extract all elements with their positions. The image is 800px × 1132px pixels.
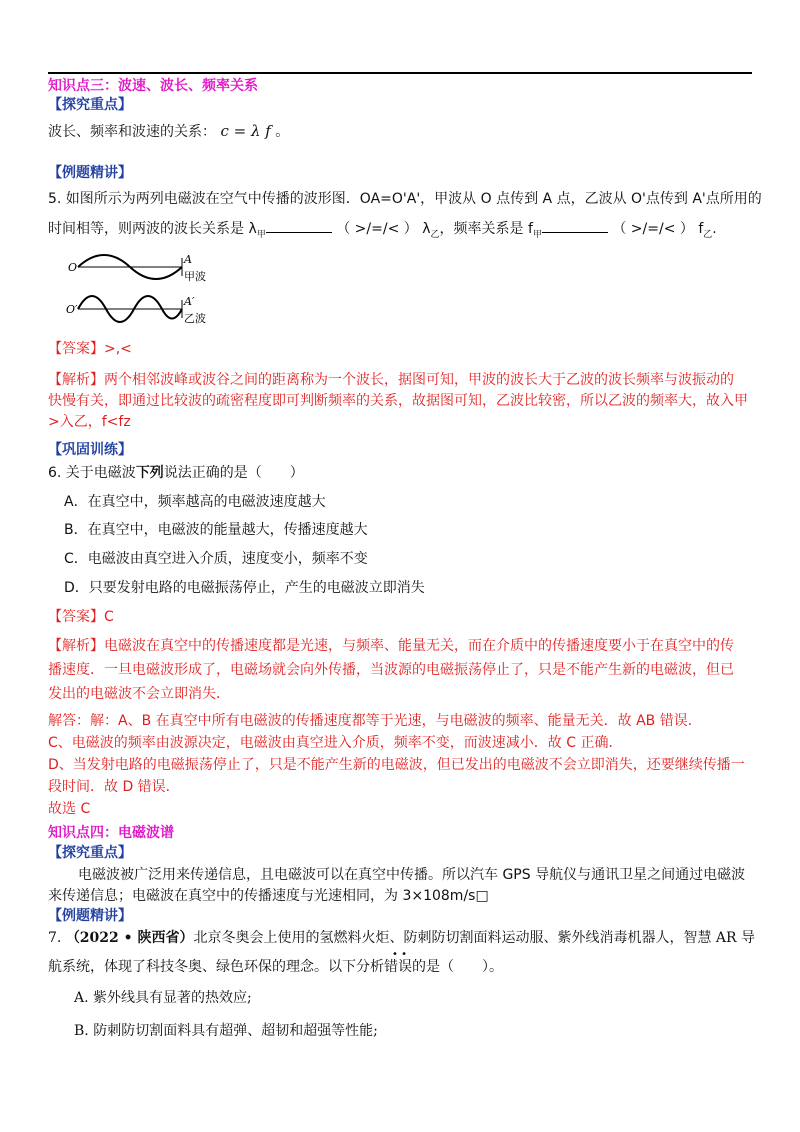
label-yi-wave: 乙波 bbox=[184, 312, 206, 325]
q5-sub-yi-2: 乙 bbox=[703, 229, 713, 240]
q7-text-1: 北京冬奥会上使用的氢燃料火炬、防刺防切割面料运动服、紫外线消毒机器人，智慧 AR 导 bbox=[193, 930, 756, 946]
q5-stem-line1: 5. 如图所示为两列电磁波在空气中传播的波形图．OA=O'A'，甲波从 O 点传到 A 点，乙波从 O'点传到 A'点所用的 bbox=[48, 191, 762, 207]
q5-frequency-text: ，频率关系是 f bbox=[439, 221, 533, 237]
label-a-prime: A′ bbox=[184, 295, 195, 308]
q6-analysis-line1: 【解析】电磁波在真空中的传播速度都是光速，与频率、能量无关，而在介质中的传播速度要小于在真空中的传 bbox=[48, 638, 734, 654]
q6-analysis-line2: 播速度．一旦电磁波形成了，电磁场就会向外传播，当波源的电磁振荡停止了，只是不能产生新的电磁波，但已 bbox=[48, 662, 734, 678]
sec4-text-line1: 电磁波被广泛用来传递信息，且电磁波可以在真空中传播。所以汽车 GPS 导航仪与通讯卫星之间通过电磁波 bbox=[78, 867, 746, 883]
q5-choice-b: （ >/=/< ） f bbox=[612, 221, 704, 237]
q6-option-b[interactable]: B．在真空中，电磁波的能量越大，传播速度越大 bbox=[64, 522, 368, 538]
q5-analysis-line1: 【解析】两个相邻波峰或波谷之间的距离称为一个波长，据图可知，甲波的波长大于乙波的波长频率与波振动的 bbox=[48, 372, 734, 388]
practice-tag: 【巩固训练】 bbox=[48, 442, 132, 458]
q7-source: （2022 • 陕西省） bbox=[65, 930, 194, 946]
q5-analysis-line3: >入乙，f<fz bbox=[48, 414, 131, 430]
q6-option-c[interactable]: C．电磁波由真空进入介质，速度变小，频率不变 bbox=[64, 551, 368, 567]
q6-stem bbox=[48, 463, 304, 483]
section-4-title: 知识点四：电磁波谱 bbox=[48, 825, 174, 841]
q6-answer: 【答案】C bbox=[48, 609, 114, 625]
q5-sub-jia-2: 甲 bbox=[532, 229, 542, 240]
example-tag-2: 【例题精讲】 bbox=[48, 908, 132, 924]
q6-option-a[interactable]: A．在真空中，频率越高的电磁波速度越大 bbox=[64, 494, 326, 510]
header-rule bbox=[48, 72, 752, 74]
focus-tag-1: 【探究重点】 bbox=[48, 97, 132, 113]
label-o-prime: O′ bbox=[66, 303, 78, 316]
q7-line1 bbox=[48, 928, 755, 948]
q5-wavelength-text: 时间相等，则两波的波长关系是 λ bbox=[48, 221, 257, 237]
q5-blank-2[interactable] bbox=[542, 220, 608, 233]
label-o: O bbox=[68, 261, 78, 274]
q7-emphasis-dots: • • bbox=[392, 949, 407, 960]
label-a: A bbox=[184, 253, 192, 266]
q6-solution-line5: 故选 C bbox=[48, 801, 91, 817]
wave-formula: c = λ f bbox=[220, 122, 271, 140]
q5-end: . bbox=[712, 221, 717, 237]
q5-stem-line2 bbox=[48, 219, 717, 245]
q6-solution-line2: C、电磁波的频率由波源决定，电磁波由真空进入介质，频率不变，而波速减小．故 C 正确． bbox=[48, 735, 623, 751]
sec4-text-line2: 来传递信息；电磁波在真空中的传播速度与光速相同，为 3×108m/s□ bbox=[48, 888, 489, 904]
q5-answer: 【答案】>,< bbox=[48, 341, 132, 357]
q5-sub-jia: 甲 bbox=[256, 229, 266, 240]
q7-option-a[interactable]: A. 紫外线具有显著的热效应; bbox=[74, 990, 252, 1006]
section-3-title: 知识点三：波速、波长、频率关系 bbox=[48, 78, 258, 94]
q7-line2: 航系统，体现了科技冬奥、绿色环保的理念。以下分析错误的是（ ）。 bbox=[48, 959, 503, 975]
q6-solution-line4: 段时间．故 D 错误． bbox=[48, 779, 180, 795]
q5-analysis-line2: 快慢有关，即通过比较波的疏密程度即可判断频率的关系，故据图可知，乙波比较密，所以乙波的频率大，故入甲 bbox=[48, 393, 748, 409]
wave-figure bbox=[64, 250, 224, 332]
q7-option-b[interactable]: B. 防刺防切割面料具有超弹、超韧和超强等性能; bbox=[74, 1023, 378, 1039]
example-tag-1: 【例题精讲】 bbox=[48, 165, 132, 181]
formula-end: 。 bbox=[275, 124, 290, 140]
q6-stem-bold: 下列 bbox=[135, 465, 164, 481]
q6-analysis-line3: 发出的电磁波不会立即消失． bbox=[48, 686, 230, 702]
q5-sub-yi: 乙 bbox=[430, 229, 440, 240]
relation-text: 波长、频率和波速的关系： bbox=[48, 124, 216, 140]
q5-blank-1[interactable] bbox=[266, 220, 332, 233]
q6-stem-b: 说法正确的是（ ） bbox=[163, 465, 304, 481]
q6-stem-a: 6. 关于电磁波 bbox=[48, 465, 136, 481]
q6-solution-line3: D、当发射电路的电磁振荡停止了，只是不能产生新的电磁波，但已发出的电磁波不会立即消失，还要继续传播一 bbox=[48, 757, 745, 773]
q6-solution-line1: 解答：解：A、B 在真空中所有电磁波的传播速度都等于光速，与电磁波的频率、能量无关．故 AB 错误． bbox=[48, 713, 702, 729]
focus-tag-2: 【探究重点】 bbox=[48, 845, 132, 861]
q7-number: 7. bbox=[48, 930, 62, 946]
q6-option-d[interactable]: D．只要发射电路的电磁振荡停止，产生的电磁波立即消失 bbox=[64, 580, 425, 596]
label-jia-wave: 甲波 bbox=[184, 270, 206, 283]
q5-choice-a: （ >/=/< ） λ bbox=[336, 221, 431, 237]
relation-line bbox=[48, 121, 289, 142]
